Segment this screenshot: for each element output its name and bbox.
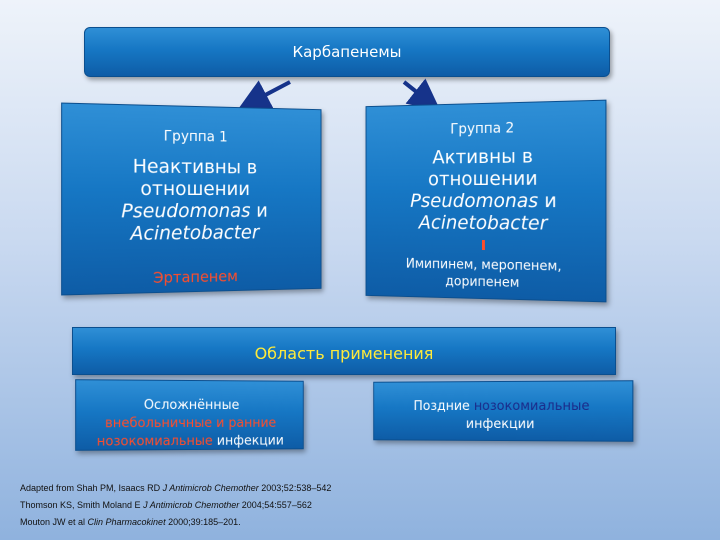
carbapenems-title: Карбапенемы [292,43,402,61]
group-1-line-3: Pseudomonas и [121,199,268,223]
group-2-line-4: Acinetobacter [418,211,548,235]
use-case-1-line-3: нозокомиальные инфекции [96,433,284,450]
group-1-header: Группа 1 [163,128,228,146]
references [20,480,331,531]
group-2-line-1: Активны в [432,145,534,169]
carbapenems-title-box [84,27,610,77]
arrow-to-group-2 [404,82,428,101]
arrow-to-group-1 [252,82,290,102]
group-1-box [61,103,321,296]
reference-1: Adapted from Shah PM, Isaacs RD J Antimicrob Chemother 2003;52:538–542 [20,483,332,493]
reference-2: Thomson KS, Smith Moland E J Antimicrob Chemother 2004;54:557–562 [20,500,312,510]
application-area-banner [72,327,616,375]
group-2-drugs-line-2: дорипенем [445,274,520,291]
group-2-header: Группа 2 [450,120,515,138]
group-2-line-3: Pseudomonas и [410,189,557,213]
use-case-2-box [373,380,633,442]
group-2-box [366,100,607,303]
use-case-2-line-2: инфекции [465,416,535,433]
group-1-line-1: Неактивны в [132,155,258,179]
group-1-line-4: Acinetobacter [130,221,260,245]
use-case-1-box [75,379,304,451]
group-1-line-2: отношении [140,177,250,201]
use-case-1-line-2: внебольничные и ранние [104,415,277,432]
group-2-divider [482,240,485,250]
reference-3: Mouton JW et al Clin Pharmacokinet 2000;39:185–201. [20,517,241,527]
use-case-1-line-1: Осложнённые [143,397,240,414]
use-case-2-line-1: Поздние нозокомиальные [413,398,590,415]
group-1-drug-ertapenem: Эртапенем [153,267,238,288]
application-area-title: Область применения [254,344,434,363]
group-2-drugs-line-1: Имипинем, меропенем, [405,256,562,275]
group-2-line-2: отношении [428,167,538,191]
